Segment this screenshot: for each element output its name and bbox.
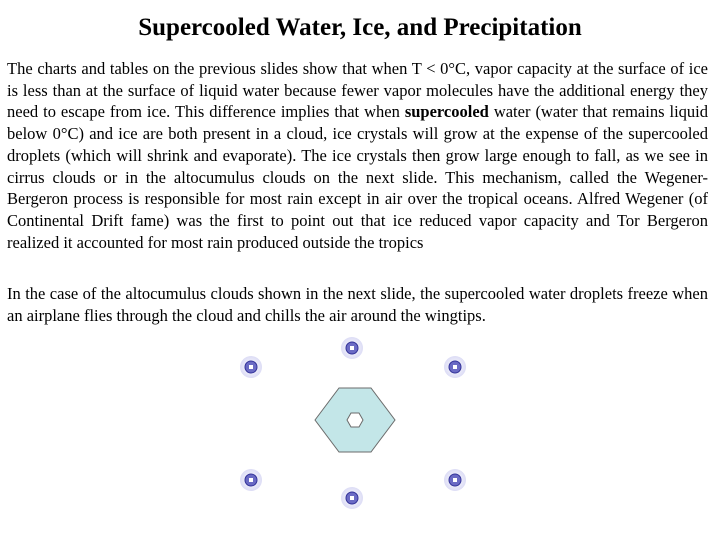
supercooled-droplet-upper-right bbox=[444, 356, 466, 378]
supercooled-droplet-top bbox=[341, 337, 363, 359]
slide-title: Supercooled Water, Ice, and Precipitation bbox=[138, 14, 582, 41]
supercooled-droplet-bottom bbox=[341, 487, 363, 509]
paragraph-1-text-end: water (water that remains liquid below 0°C) and ice are both present in a cloud, ice crystals will grow at the expense of the supercooled droplets (which will shrink and evaporate). The ice crystals then grow large enough to fall, as we see in cirrus clouds or in the altocumulus clouds on the next slide. This mechanism, called the Wegener-Bergeron process is responsible for most rain except in air over the tropical oceans. Alfred Wegener (of Continental Drift fame) was the first to point out that ice reduced vapor capacity and Tor Bergeron realized it accounted for most rain produced outside the tropics bbox=[7, 102, 708, 252]
body-paragraph-2: In the case of the altocumulus clouds shown in the next slide, the supercooled water droplets freeze when an airplane flies through the cloud and chills the air around the wingtips. bbox=[7, 284, 708, 325]
ice-crystal-core bbox=[347, 413, 363, 427]
paragraph-1-bold-term: supercooled bbox=[404, 102, 489, 122]
supercooled-droplet-lower-left bbox=[240, 469, 262, 491]
body-paragraph-1 bbox=[7, 58, 708, 253]
wegener-bergeron-diagram bbox=[0, 330, 720, 540]
supercooled-droplet-lower-right bbox=[444, 469, 466, 491]
paragraph-1-text-start: The charts and tables on the previous slides show that when T < 0°C, vapor capacity at the surface of ice is less than at the surface of liquid water because fewer vapor molecules have the additional energy they need to escape from ice. This difference implies that when bbox=[7, 59, 708, 122]
ice-crystal bbox=[315, 388, 395, 452]
supercooled-droplet-upper-left bbox=[240, 356, 262, 378]
